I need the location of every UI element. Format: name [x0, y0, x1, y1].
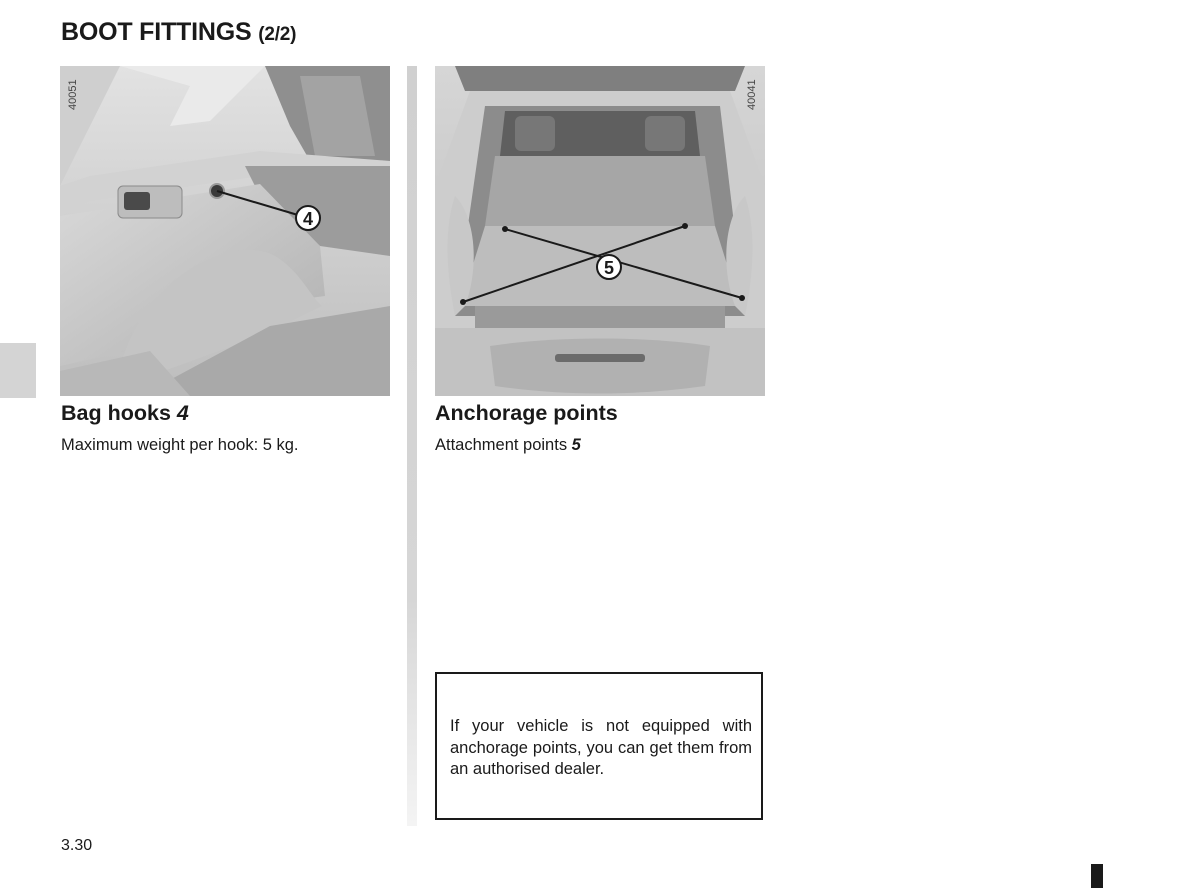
- bag-hooks-heading: [61, 401, 189, 426]
- callout-5-label: 5: [603, 258, 615, 278]
- page-title-text: BOOT FITTINGS: [61, 18, 252, 46]
- dealer-note-text: If your vehicle is not equipped with anchorage points, you can get them from an authorised dealer.: [450, 717, 752, 778]
- callout-4-label: 4: [302, 209, 314, 229]
- corner-marker: [1091, 864, 1103, 888]
- anchorage-points-ref: 5: [571, 436, 581, 454]
- page-number: 3.30: [61, 837, 93, 854]
- dealer-note-box: [435, 672, 763, 820]
- anchorage-points-description: [435, 436, 581, 455]
- page-title-part: (2/2): [258, 24, 297, 45]
- page-title: [61, 18, 296, 47]
- bag-hooks-heading-text: Bag hooks: [61, 401, 171, 425]
- bag-hook-illustration: [60, 66, 390, 396]
- column-divider: [407, 66, 417, 826]
- chapter-tab: [0, 343, 36, 398]
- anchorage-points-text: Attachment points: [435, 436, 568, 454]
- bag-hooks-description: Maximum weight per hook: 5 kg.: [61, 436, 299, 454]
- bag-hooks-heading-ref: 4: [176, 401, 189, 425]
- figure-code-right: 40041: [746, 79, 758, 110]
- bag-hook-drawing: [60, 66, 390, 396]
- anchorage-points-drawing: [435, 66, 765, 396]
- anchorage-points-illustration: [435, 66, 765, 396]
- anchorage-points-heading: Anchorage points: [435, 401, 618, 425]
- figure-code-left: 40051: [67, 79, 79, 110]
